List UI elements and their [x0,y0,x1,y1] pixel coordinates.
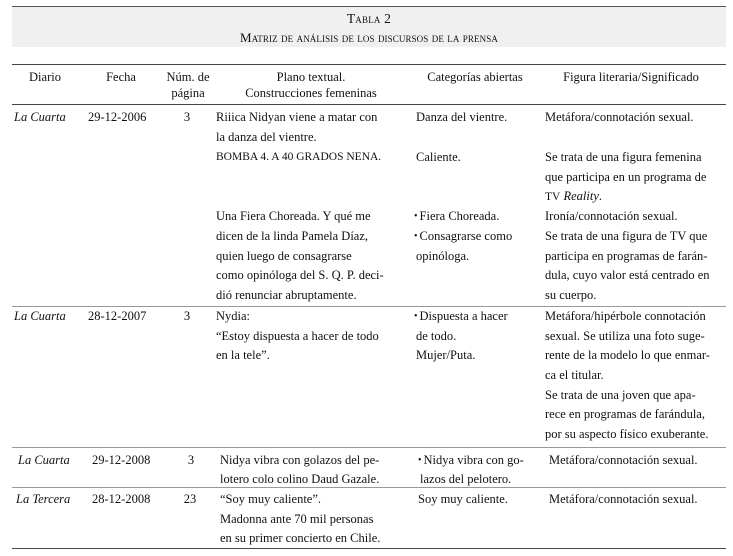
row1-figura-line: su cuerpo. [545,288,597,302]
row2-diario: La Cuarta [14,309,66,323]
row2-pagina: 3 [183,309,191,323]
row1-fecha: 29-12-2006 [88,110,147,124]
row-divider [12,447,726,448]
col-header-num-line1: Núm. de [166,70,210,84]
row1-categoria: • Consagrarse como [414,227,512,248]
row2-categoria: de todo. [416,329,457,343]
row1-categoria: Danza del vientre. [416,110,508,124]
row3-plano-line: Nidya vibra con golazos del pe- [220,453,380,467]
row2-figura-line: por su aspecto físico exuberante. [545,427,709,441]
row4-plano-line: Madonna ante 70 mil personas [220,512,374,526]
row1-diario: La Cuarta [14,110,66,124]
row2-figura-line: ca el titular. [545,368,604,382]
row1-plano-line: como opinóloga del S. Q. P. deci- [216,268,384,282]
col-header-plano-line2: Construcciones femeninas [245,86,377,100]
table-title-band [12,6,726,47]
header-bottom-rule [12,104,726,105]
col-header-figura: Figura literaria/Significado [563,70,699,84]
col-header-categorias: Categorías abiertas [427,70,523,84]
row1-figura-line: Se trata de una figura de TV que [545,229,708,243]
row1-plano-line: Una Fiera Choreada. Y qué me [216,209,371,223]
row4-plano-line: en su primer concierto en Chile. [220,531,381,545]
header-top-rule [12,64,726,65]
row2-plano-line: Nydia: [216,309,251,323]
row4-figura-line: Metáfora/connotación sexual. [549,492,698,506]
row3-categoria: • Nidya vibra con go- [418,451,524,472]
row1-plano-line: BOMBA 4. A 40 GRADOS NENA. [216,151,382,163]
row1-figura-line: participa en programas de farán- [545,249,708,263]
row4-pagina: 23 [183,492,197,506]
row3-diario: La Cuarta [18,453,70,467]
col-header-plano-line1: Plano textual. [276,70,346,84]
row3-categoria: lazos del pelotero. [420,472,512,486]
row4-diario: La Tercera [16,492,71,506]
row2-plano-line: en la tele”. [216,348,270,362]
row2-figura-line: Metáfora/hipérbole connotación [545,309,706,323]
row1-figura-line: que participa en un programa de [545,170,707,184]
table-bottom-rule [12,548,726,549]
row3-pagina: 3 [187,453,195,467]
row4-plano-line: “Soy muy caliente”. [220,492,322,506]
row1-categoria: opinóloga. [416,249,470,263]
row-divider [12,487,726,488]
row1-figura-line: dula, cuyo valor está centrado en [545,268,710,282]
row1-categoria: • Fiera Choreada. [414,207,499,228]
row1-figura-line: Se trata de una figura femenina [545,150,702,164]
row3-fecha: 29-12-2008 [92,453,151,467]
row2-categoria: • Dispuesta a hacer [414,307,508,328]
row1-plano-line: dicen de la linda Pamela Díaz, [216,229,369,243]
row1-plano-line: dió renunciar abruptamente. [216,288,357,302]
row2-categoria: Mujer/Puta. [416,348,476,362]
row1-categoria: Caliente. [416,150,461,164]
row1-figura-line: Metáfora/connotación sexual. [545,110,694,124]
col-header-diario: Diario [29,70,61,84]
row1-figura-line: Ironía/connotación sexual. [545,209,678,223]
row2-figura-line: rece en programas de farándula, [545,407,705,421]
row2-fecha: 28-12-2007 [88,309,147,323]
row3-figura-line: Metáfora/connotación sexual. [549,453,698,467]
row1-figura-line: TV Reality. [545,189,602,203]
table-caption: Matriz de análisis de los discursos de la prensa [240,30,498,45]
row4-fecha: 28-12-2008 [92,492,151,506]
row4-categoria: Soy muy caliente. [418,492,508,506]
row3-plano-line: lotero colo colino Daud Gazale. [220,472,380,486]
row2-plano-line: “Estoy dispuesta a hacer de todo [216,329,379,343]
row1-plano-line: Riiica Nidyan viene a matar con [216,110,378,124]
col-header-fecha: Fecha [106,70,136,84]
row1-plano-line: la danza del vientre. [216,130,317,144]
table-label: Tabla 2 [346,11,392,26]
row2-figura-line: rente de la modelo lo que enmar- [545,348,710,362]
row1-pagina: 3 [183,110,191,124]
row2-figura-line: Se trata de una joven que apa- [545,388,696,402]
row2-figura-line: sexual. Se utiliza una foto suge- [545,329,705,343]
row1-plano-line: quien luego de consagrarse [216,249,352,263]
col-header-num-line2: página [171,86,205,100]
